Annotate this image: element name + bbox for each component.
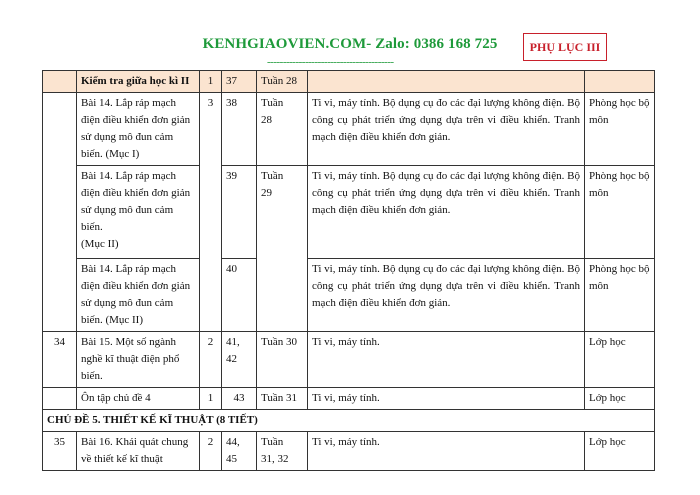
venue-cell: Lớp học bbox=[585, 332, 655, 388]
period-no-cell: 39 bbox=[222, 166, 257, 259]
table-row-bai14-part2 bbox=[43, 166, 655, 259]
week-cell: Tuần 30 bbox=[257, 332, 308, 388]
venue-cell: Phòng học bộ môn bbox=[585, 166, 655, 259]
lesson-cell: Kiểm tra giữa học kì II bbox=[77, 71, 200, 93]
period-no-cell: 38 bbox=[222, 93, 257, 166]
table-row-bai14-part1 bbox=[43, 93, 655, 166]
period-no-cell: 40 bbox=[222, 259, 257, 332]
stt-cell bbox=[43, 71, 77, 93]
table-row-bai15 bbox=[43, 332, 655, 388]
week-cell: Tuần 31 bbox=[257, 388, 308, 410]
table-row-midterm bbox=[43, 71, 655, 93]
period-no-cell: 43 bbox=[222, 388, 257, 410]
table-row-chapter-5 bbox=[43, 410, 655, 432]
venue-cell: Lớp học bbox=[585, 388, 655, 410]
lesson-cell: Bài 16. Khái quát chung về thiết kế kĩ thuật bbox=[77, 432, 200, 471]
stt-cell bbox=[43, 388, 77, 410]
week-cell: Tuần 31, 32 bbox=[257, 432, 308, 471]
periods-cell: 1 bbox=[200, 388, 222, 410]
appendix-label: PHỤ LỤC III bbox=[523, 33, 607, 61]
lesson-cell: Bài 14. Lắp ráp mạch điện điều khiển đơn giản sử dụng mô đun cảm biến. (Mục I) bbox=[77, 93, 200, 166]
equipment-cell: Ti vi, máy tính. bbox=[308, 432, 585, 471]
equipment-cell: Ti vi, máy tính. bbox=[308, 388, 585, 410]
venue-cell: Lớp học bbox=[585, 432, 655, 471]
stt-cell bbox=[43, 93, 77, 332]
equipment-cell: Ti vi, máy tính. Bộ dụng cụ đo các đại lượng không điện. Bộ công cụ phát triển ứng dụng dựa trên vi điều khiển. Tranh mạch điện điều khiển đơn giản. bbox=[308, 93, 585, 166]
venue-cell bbox=[585, 71, 655, 93]
stt-cell: 35 bbox=[43, 432, 77, 471]
equipment-cell: Ti vi, máy tính. bbox=[308, 332, 585, 388]
venue-cell: Phòng học bộ môn bbox=[585, 93, 655, 166]
equipment-cell bbox=[308, 71, 585, 93]
week-cell: Tuần 28 bbox=[257, 71, 308, 93]
stt-cell: 34 bbox=[43, 332, 77, 388]
period-no-cell: 44, 45 bbox=[222, 432, 257, 471]
week-cell: Tuần 29 bbox=[257, 166, 308, 332]
period-no-cell: 37 bbox=[222, 71, 257, 93]
venue-cell: Phòng học bộ môn bbox=[585, 259, 655, 332]
periods-cell: 2 bbox=[200, 332, 222, 388]
header-divider: ---------------------------------------- bbox=[267, 56, 394, 68]
week-cell: Tuần 28 bbox=[257, 93, 308, 166]
period-no-cell: 41, 42 bbox=[222, 332, 257, 388]
chapter-heading: CHỦ ĐỀ 5. THIẾT KẾ KĨ THUẬT (8 TIẾT) bbox=[43, 410, 655, 432]
periods-cell: 1 bbox=[200, 71, 222, 93]
periods-cell: 2 bbox=[200, 432, 222, 471]
lesson-cell: Bài 14. Lắp ráp mạch điện điều khiển đơn giản sử dụng mô đun cảm biến. (Mục II) bbox=[77, 259, 200, 332]
equipment-cell: Ti vi, máy tính. Bộ dụng cụ đo các đại lượng không điện. Bộ công cụ phát triển ứng dụng dựa trên vi điều khiển. Tranh mạch điện điều khiển đơn giản. bbox=[308, 259, 585, 332]
periods-cell: 3 bbox=[200, 93, 222, 332]
table-row-review bbox=[43, 388, 655, 410]
site-header: KENHGIAOVIEN.COM- Zalo: 0386 168 725 bbox=[202, 36, 498, 52]
lesson-cell: Ôn tập chủ đề 4 bbox=[77, 388, 200, 410]
lesson-cell: Bài 15. Một số ngành nghề kĩ thuật điện phổ biến. bbox=[77, 332, 200, 388]
equipment-cell: Ti vi, máy tính. Bộ dụng cụ đo các đại lượng không điện. Bộ công cụ phát triển ứng dụng dựa trên vi điều khiển. Tranh mạch điện điều khiển đơn giản. bbox=[308, 166, 585, 259]
lesson-cell: Bài 14. Lắp ráp mạch điện điều khiển đơn giản sử dụng mô đun cảm biến. (Mục II) bbox=[77, 166, 200, 259]
lesson-plan-table bbox=[42, 70, 655, 471]
table-row-bai16 bbox=[43, 432, 655, 471]
table-row-bai14-part3 bbox=[43, 259, 655, 332]
